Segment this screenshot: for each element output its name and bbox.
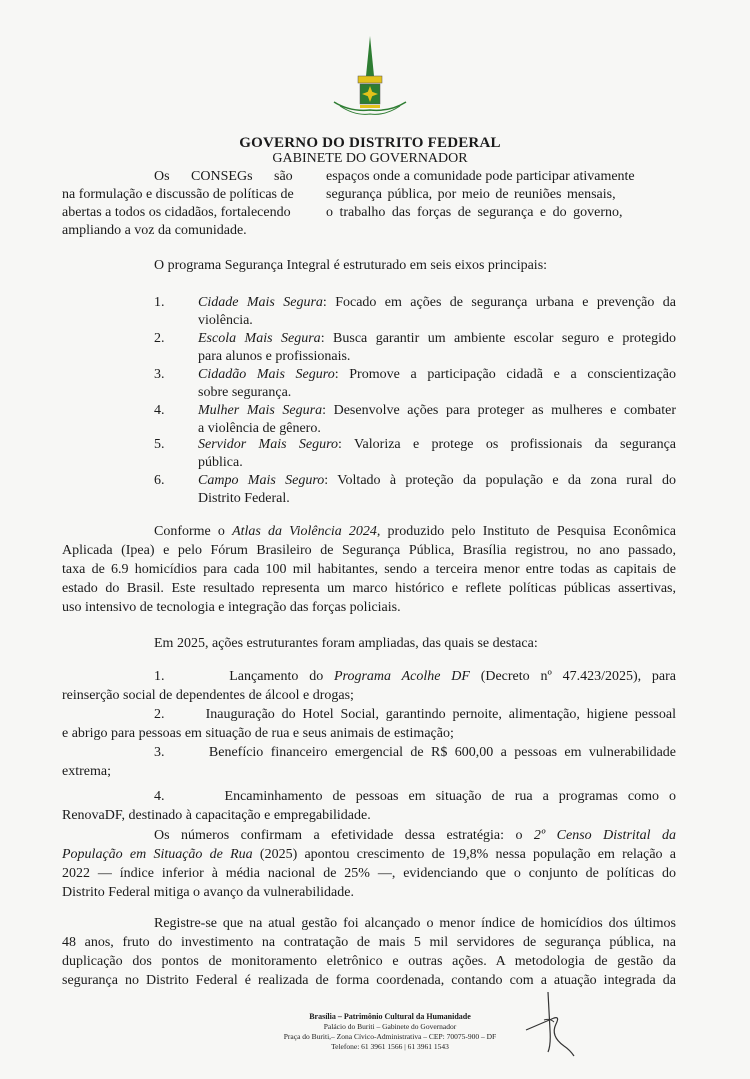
- item-name: Campo Mais Seguro: [198, 473, 325, 488]
- item-line: [198, 436, 676, 454]
- paragraph-line: [62, 667, 676, 686]
- paragraph-line: 2022 — índice inferior à média nacional de 25% —, evidenciando que o conjunto de políticas do: [62, 866, 676, 881]
- item-desc: : Focado em ações de segurança urbana e prevenção da: [322, 295, 676, 310]
- paragraph-line: 2. Inauguração do Hotel Social, garantindo pernoite, alimentação, higiene pessoal: [154, 707, 676, 722]
- paragraph-line: uso intensivo de tecnologia e integração das forças policiais.: [62, 600, 401, 615]
- office-subtitle: GABINETE DO GOVERNADOR: [272, 151, 468, 166]
- item-line2: a violência de gênero.: [198, 421, 321, 436]
- intro-left-line: Os CONSEGs são: [154, 169, 293, 184]
- paragraph-line: estado do Brasil. Este resultado representa um marco histórico e reflete políticas públicas assertivas,: [62, 581, 676, 596]
- paragraph-line: [62, 522, 676, 541]
- paragraph-line: Aplicada (Ipea) e pelo Fórum Brasileiro de Segurança Pública, Brasília registrou, no ano passado,: [62, 543, 676, 558]
- item-line2: Distrito Federal.: [198, 491, 290, 506]
- item-line: [198, 366, 676, 384]
- atlas-title: Atlas da Violência 2024: [232, 524, 377, 539]
- paragraph-line: 48 anos, fruto do investimento na contratação de mais 5 mil servidores de segurança pública, na: [62, 935, 676, 950]
- handwritten-initial: [520, 990, 580, 1060]
- atlas-paragraph: [62, 522, 676, 617]
- intro-left-line: abertas a todos os cidadãos, fortalecendo: [62, 205, 291, 220]
- item-number: 4.: [154, 403, 165, 418]
- text-run: Conforme o: [154, 524, 233, 539]
- paragraph-line: segurança no Distrito Federal é realizada de forma coordenada, contando com a atuação integrada da: [62, 973, 676, 988]
- text-run: (2025) apontou crescimento de 19,8% nessa população em relação a: [252, 847, 676, 862]
- government-title: GOVERNO DO DISTRITO FEDERAL: [239, 135, 501, 151]
- footer-line: Telefone: 61 3961 1566 | 61 3961 1543: [331, 1042, 449, 1051]
- intro-left-line: na formulação e discussão de políticas de: [62, 187, 294, 202]
- item-line2: sobre segurança.: [198, 385, 292, 400]
- item-line: [198, 330, 676, 348]
- intro-right-column: [326, 168, 676, 222]
- item-desc: : Valoriza e protege os profissionais da segurança: [338, 437, 677, 452]
- text-run: (Decreto nº 47.423/2025), para: [469, 669, 677, 684]
- item-name: Servidor Mais Seguro: [198, 437, 339, 452]
- paragraph-line: extrema;: [62, 764, 111, 779]
- item-number: 5.: [154, 437, 165, 452]
- census-title-cont: População em Situação de Rua: [62, 847, 253, 862]
- intro-right-line: segurança pública, por meio de reuniões mensais,: [326, 187, 616, 202]
- census-title: 2º Censo Distrital da: [533, 828, 676, 843]
- actions-list: [62, 667, 676, 825]
- paragraph-line: Registre-se que na atual gestão foi alcançado o menor índice de homicídios dos últimos: [154, 916, 676, 931]
- coat-of-arms-logo: [330, 36, 410, 120]
- paragraph-line: Distrito Federal mitiga o avanço da vulnerabilidade.: [62, 885, 354, 900]
- homicide-paragraph: [62, 914, 676, 990]
- item-desc: : Promove a participação cidadã e a conscientização: [334, 367, 676, 382]
- item-line2: pública.: [198, 455, 243, 470]
- page-footer: [0, 1012, 750, 1052]
- intro-left-column: [62, 168, 318, 240]
- item-name: Cidadão Mais Seguro: [198, 367, 335, 382]
- item-number: 3.: [154, 367, 165, 382]
- program-lead: O programa Segurança Integral é estruturado em seis eixos principais:: [154, 258, 548, 273]
- item-name: Escola Mais Segura: [198, 331, 321, 346]
- census-paragraph: [62, 826, 676, 902]
- paragraph-line: reinserção social de dependentes de álcool e drogas;: [62, 688, 354, 703]
- intro-right-line: o trabalho das forças de segurança e do governo,: [326, 205, 623, 220]
- footer-line: Palácio do Buriti – Gabinete do Governador: [323, 1022, 457, 1031]
- paragraph-line: [62, 826, 676, 845]
- item-desc: : Voltado à proteção da população e da zona rural do: [324, 473, 676, 488]
- paragraph-line: RenovaDF, destinado à capacitação e empregabilidade.: [62, 808, 371, 823]
- item-line2: violência.: [198, 313, 253, 328]
- item-line: [198, 402, 676, 420]
- text-run: , produzido pelo Instituto de Pesquisa Econômica: [376, 524, 676, 539]
- text-run: Os números confirmam a efetividade dessa estratégia: o: [154, 828, 534, 843]
- paragraph-line: 4. Encaminhamento de pessoas em situação de rua a programas como o: [154, 789, 676, 804]
- item-number: 6.: [154, 473, 165, 488]
- paragraph-line: 3. Benefício financeiro emergencial de R$ 600,00 a pessoas em vulnerabilidade: [154, 745, 676, 760]
- footer-line: Brasília – Patrimônio Cultural da Humanidade: [309, 1012, 471, 1021]
- item-line: [198, 472, 676, 490]
- item-line: [198, 294, 676, 312]
- paragraph-line: duplicação dos pontos de monitoramento eletrônico e outras ações. A metodologia de gestão da: [62, 954, 676, 969]
- item-number: 1.: [154, 295, 165, 310]
- paragraph-line: taxa de 6.9 homicídios para cada 100 mil habitantes, sendo a terceira menor entre todas as capitais de: [62, 562, 676, 577]
- footer-line: Praça do Buriti,– Zona Cívico-Administrativa – CEP: 70075-900 – DF: [283, 1032, 497, 1041]
- intro-right-line: espaços onde a comunidade pode participar ativamente: [326, 169, 635, 184]
- paragraph-line: [62, 845, 676, 864]
- item-name: Mulher Mais Segura: [198, 403, 323, 418]
- intro-left-line: ampliando a voz da comunidade.: [62, 223, 247, 238]
- program-name: Programa Acolhe DF: [334, 669, 470, 684]
- item-name: Cidade Mais Segura: [198, 295, 323, 310]
- item-line2: para alunos e profissionais.: [198, 349, 351, 364]
- paragraph-line: e abrigo para pessoas em situação de rua e seus animais de estimação;: [62, 726, 454, 741]
- item-desc: : Busca garantir um ambiente escolar seguro e protegido: [320, 331, 677, 346]
- item-desc: : Desenvolve ações para proteger as mulheres e combater: [322, 403, 676, 418]
- actions-lead: Em 2025, ações estruturantes foram ampliadas, das quais se destaca:: [154, 636, 538, 651]
- item-number: 2.: [154, 331, 165, 346]
- text-run: 1. Lançamento do: [154, 669, 334, 684]
